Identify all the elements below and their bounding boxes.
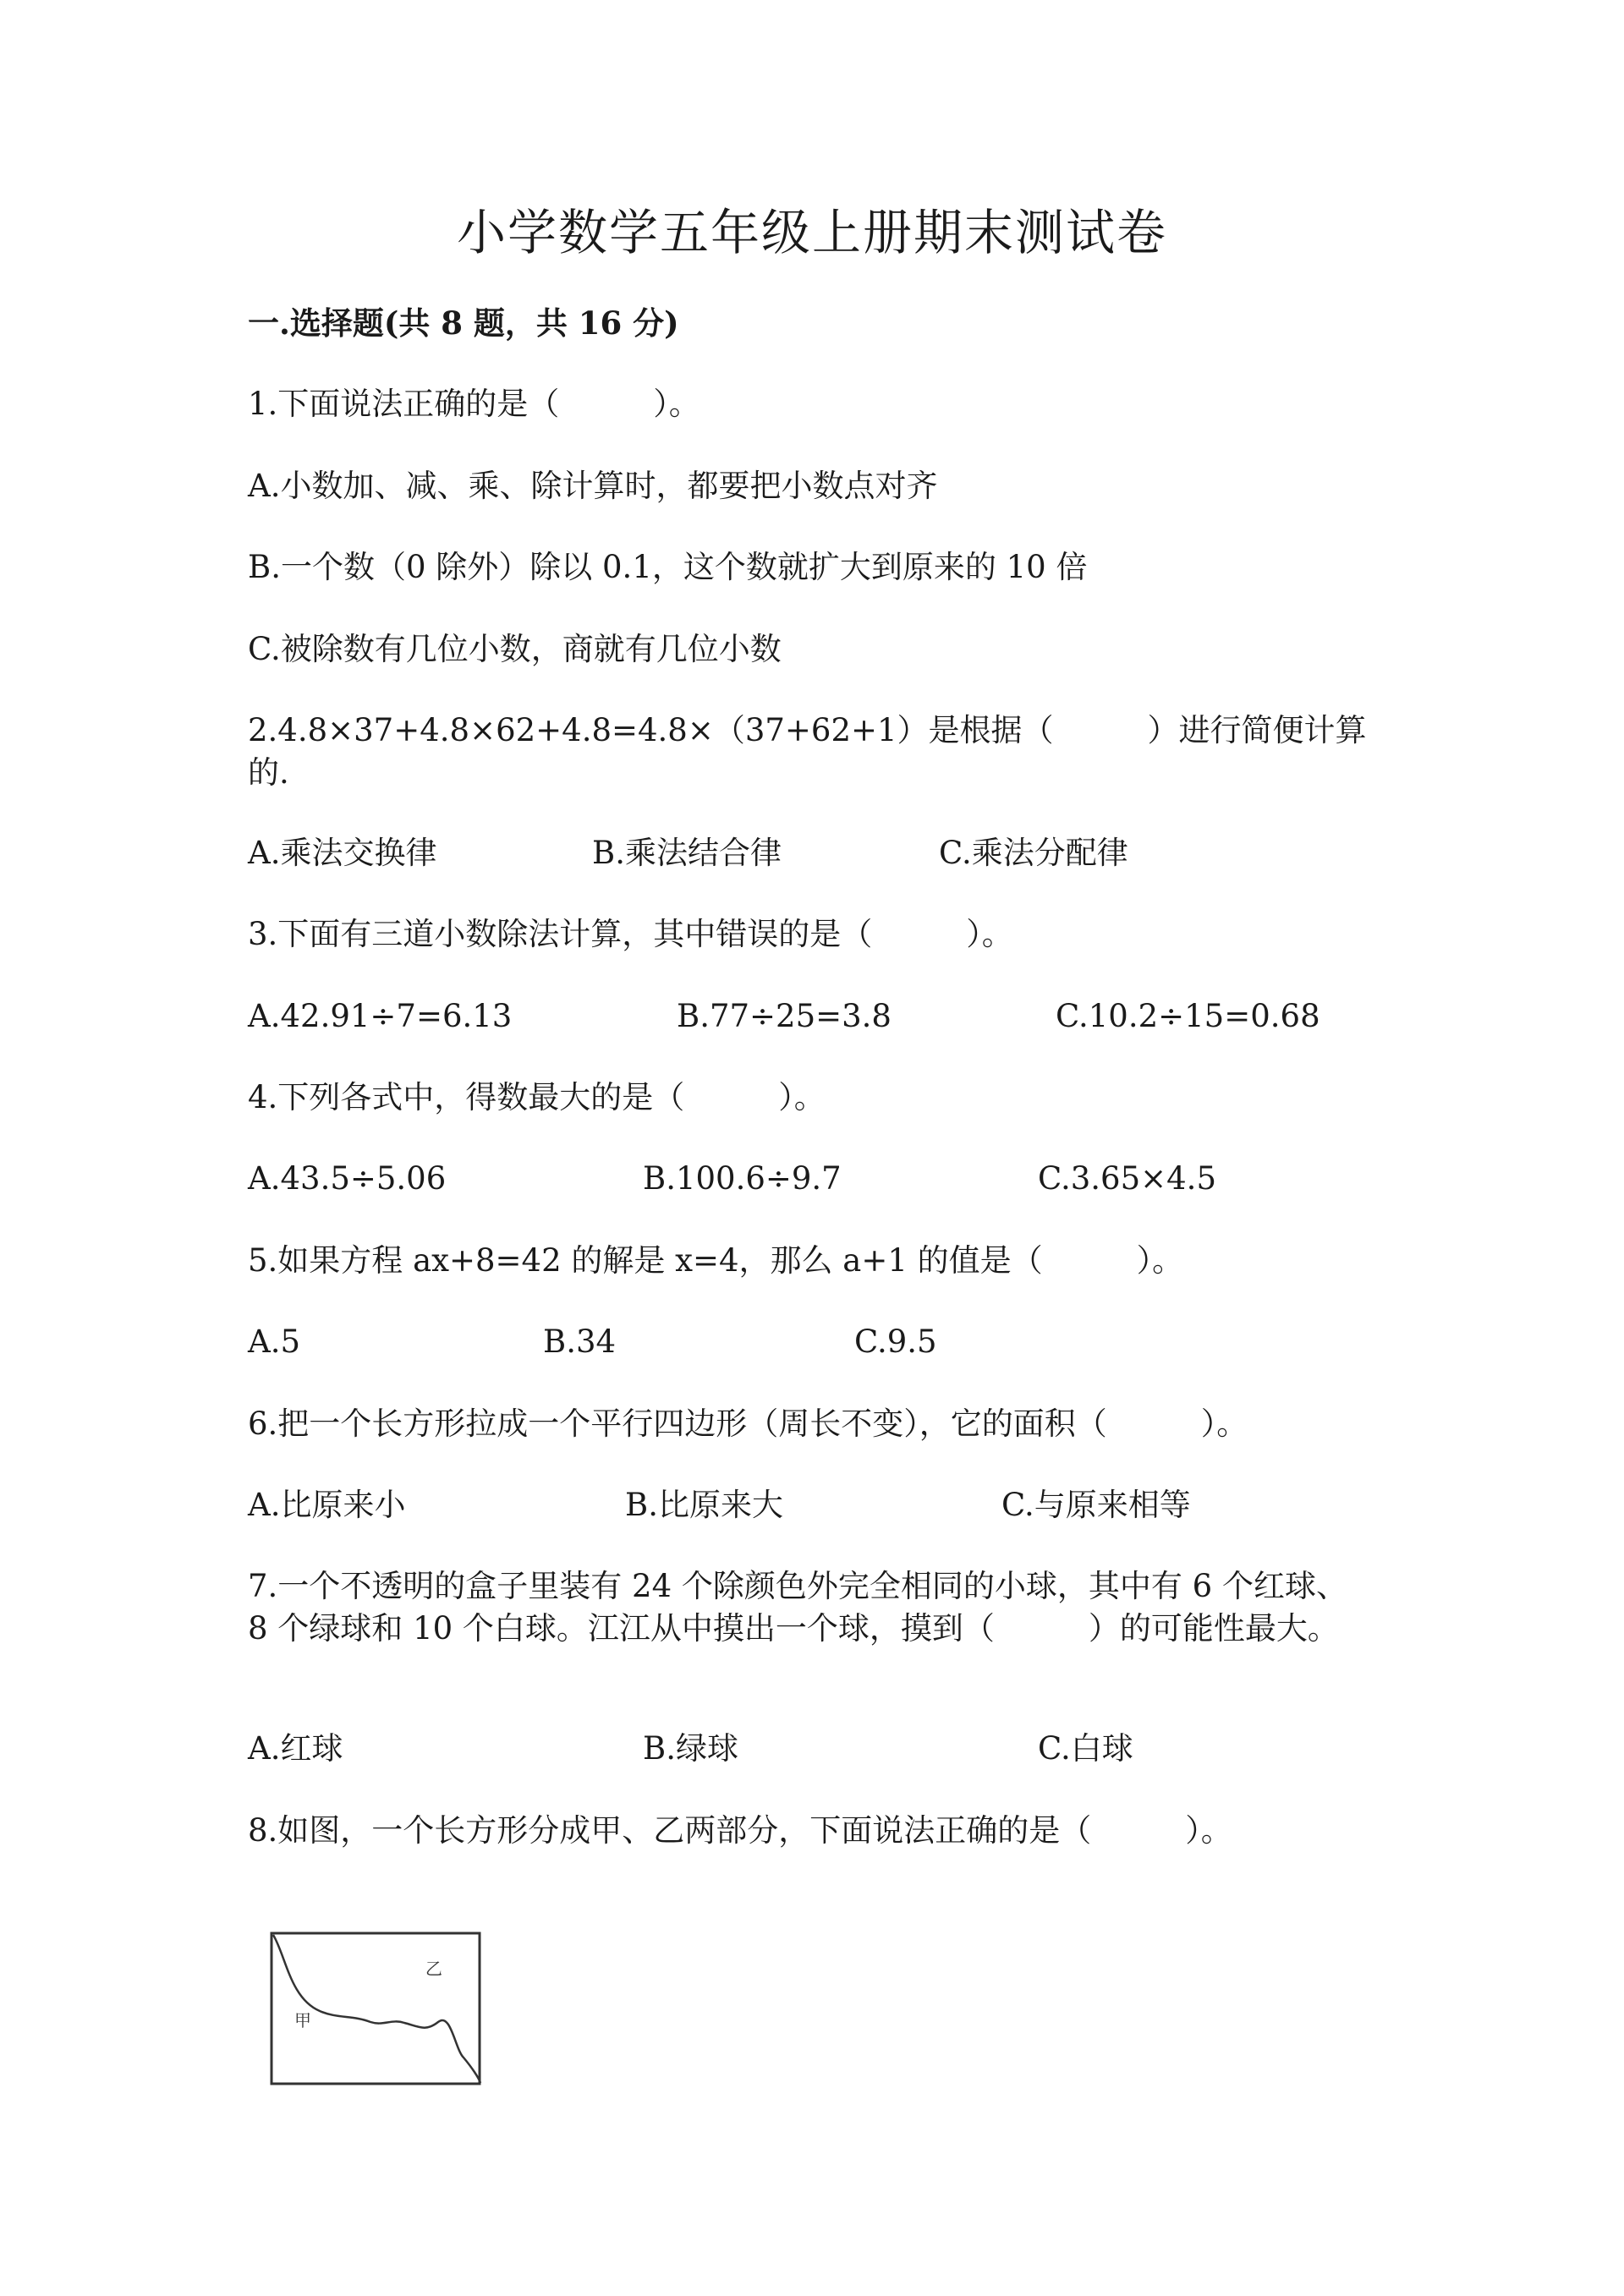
question-2-option-c: C.乘法分配律 xyxy=(939,835,1128,871)
question-7-option-c: C.白球 xyxy=(1038,1730,1133,1767)
question-3-option-a: A.42.91÷7=6.13 xyxy=(248,998,513,1034)
question-1-option-b: B.一个数（0 除外）除以 0.1，这个数就扩大到原来的 10 倍 xyxy=(248,549,1088,585)
rectangle-figure xyxy=(269,1931,484,2088)
question-7-option-a: A.红球 xyxy=(248,1730,343,1767)
section-heading: 一.选择题(共 8 题，共 16 分) xyxy=(248,304,679,342)
dividing-curve xyxy=(273,1935,480,2083)
question-6-option-a: A.比原来小 xyxy=(248,1487,406,1523)
question-5-option-c: C.9.5 xyxy=(854,1323,937,1360)
label-jia: 甲 xyxy=(294,2010,311,2030)
question-3-option-c: C.10.2÷15=0.68 xyxy=(1056,998,1320,1034)
label-yi: 乙 xyxy=(425,1959,442,1979)
question-3-stem: 3.下面有三道小数除法计算，其中错误的是（ ）。 xyxy=(248,916,1013,952)
question-7-stem-line-2: 8 个绿球和 10 个白球。江江从中摸出一个球，摸到（ ）的可能性最大。 xyxy=(248,1610,1339,1647)
question-2-option-a: A.乘法交换律 xyxy=(248,835,437,871)
question-5-option-b: B.34 xyxy=(543,1323,617,1360)
question-1-option-a: A.小数加、减、乘、除计算时，都要把小数点对齐 xyxy=(248,468,938,504)
question-6-option-b: B.比原来大 xyxy=(625,1487,783,1523)
question-3-option-b: B.77÷25=3.8 xyxy=(677,998,892,1034)
question-4-stem: 4.下列各式中，得数最大的是（ ）。 xyxy=(248,1079,826,1115)
question-4-option-c: C.3.65×4.5 xyxy=(1038,1160,1216,1197)
question-1-option-c: C.被除数有几位小数，商就有几位小数 xyxy=(248,631,782,667)
question-8-stem: 8.如图，一个长方形分成甲、乙两部分，下面说法正确的是（ ）。 xyxy=(248,1812,1232,1849)
question-7-stem-line-1: 7.一个不透明的盒子里装有 24 个除颜色外完全相同的小球，其中有 6 个红球、 xyxy=(248,1568,1347,1604)
question-2-option-b: B.乘法结合律 xyxy=(592,835,782,871)
page-title: 小学数学五年级上册期末测试卷 xyxy=(456,204,1167,261)
question-6-option-c: C.与原来相等 xyxy=(1001,1487,1191,1523)
question-5-option-a: A.5 xyxy=(248,1323,301,1360)
question-6-stem: 6.把一个长方形拉成一个平行四边形（周长不变），它的面积（ ）。 xyxy=(248,1406,1248,1442)
question-4-option-a: A.43.5÷5.06 xyxy=(248,1160,447,1197)
question-4-option-b: B.100.6÷9.7 xyxy=(643,1160,842,1197)
question-5-stem: 5.如果方程 ax+8=42 的解是 x=4，那么 a+1 的值是（ ）。 xyxy=(248,1242,1184,1279)
question-2-stem-line-2: 的. xyxy=(248,754,289,791)
question-1-stem: 1.下面说法正确的是（ ）。 xyxy=(248,386,700,422)
question-7-option-b: B.绿球 xyxy=(643,1730,738,1767)
rectangle-outline xyxy=(272,1933,480,2084)
question-2-stem-line-1: 2.4.8×37+4.8×62+4.8=4.8×（37+62+1）是根据（ ）进行简便计算 xyxy=(248,712,1367,748)
